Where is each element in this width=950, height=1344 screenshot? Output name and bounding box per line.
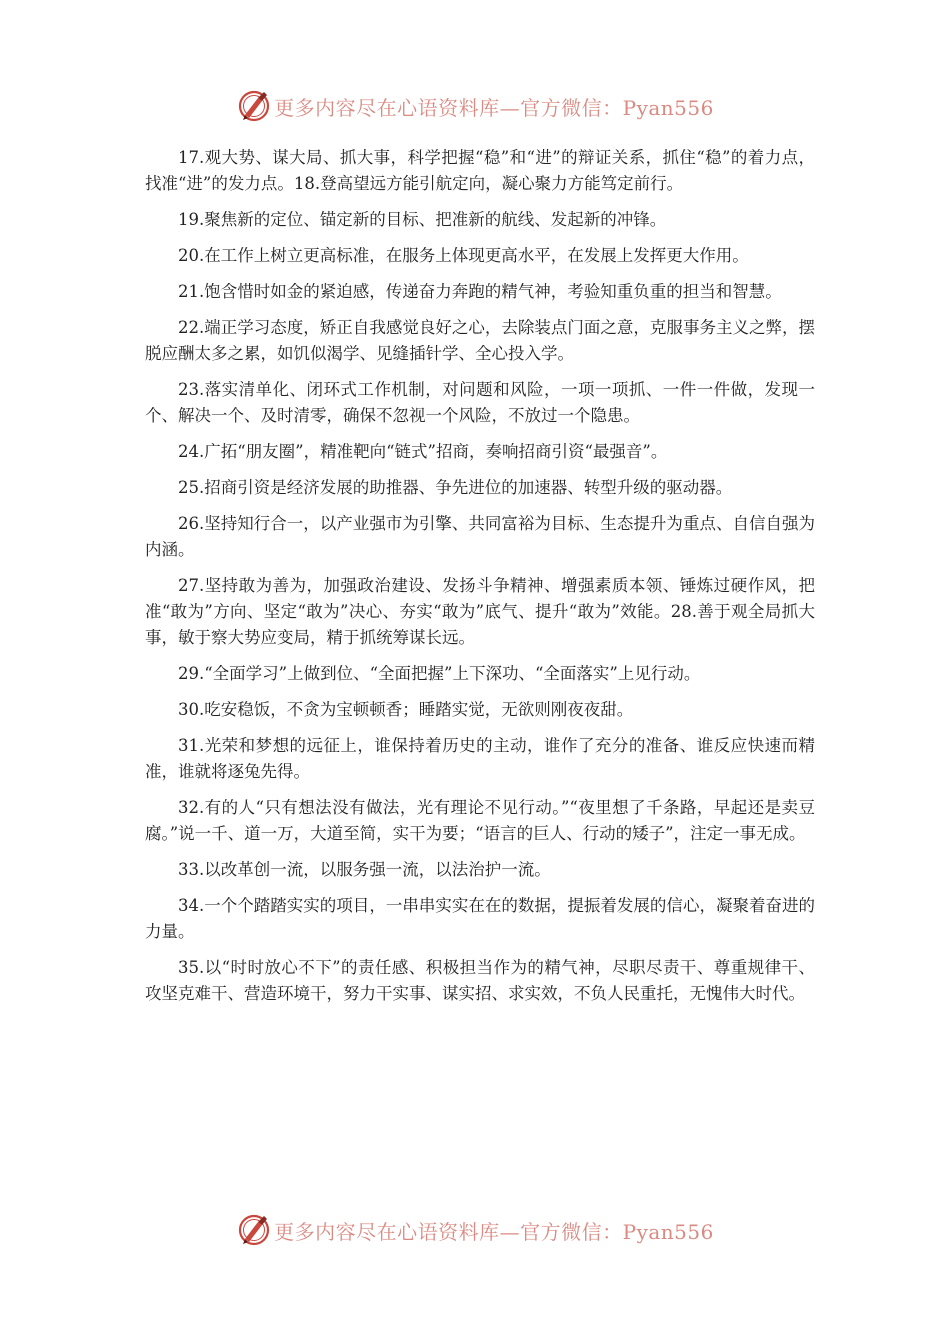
banner-link[interactable] — [236, 88, 714, 124]
paragraph-33: 33.以改革创一流，以服务强一流，以法治护一流。 — [178, 860, 551, 879]
footer-banner-link[interactable] — [236, 1212, 714, 1248]
paragraph-32: 32.有的人“只有想法没有做法，光有理论不见行动。”“夜里想了千条路，早起还是卖豆腐。”说一千、道一万，大道至简，实干为要；“语言的巨人、行动的矮子”，注定一事无成。 — [145, 798, 815, 843]
header-banner — [0, 84, 950, 128]
paragraph-30: 30.吃安稳饭，不贪为宝顿顿香；睡踏实觉，无欲则刚夜夜甜。 — [178, 700, 634, 719]
pen-seal-logo-icon — [236, 1212, 272, 1248]
footer-banner-text: 更多内容尽在心语资料库—官方微信：Pyan556 — [274, 1219, 714, 1244]
paragraph-31: 31.光荣和梦想的远征上，谁保持着历史的主动，谁作了充分的准备、谁反应快速而精准，谁就将逐兔先得。 — [145, 736, 815, 781]
pen-seal-logo-icon — [236, 88, 272, 124]
paragraph-24: 24.广拓“朋友圈”，精准靶向“链式”招商，奏响招商引资“最强音”。 — [178, 442, 668, 461]
banner-text: 更多内容尽在心语资料库—官方微信：Pyan556 — [274, 95, 714, 120]
footer-banner — [0, 1208, 950, 1252]
paragraph-26: 26.坚持知行合一，以产业强市为引擎、共同富裕为目标、生态提升为重点、自信自强为内涵。 — [145, 514, 815, 559]
paragraph-25: 25.招商引资是经济发展的助推器、争先进位的加速器、转型升级的驱动器。 — [178, 478, 733, 497]
paragraph-22: 22.端正学习态度，矫正自我感觉良好之心，去除装点门面之意，克服事务主义之弊，摆脱应酬太多之累，如饥似渴学、见缝插针学、全心投入学。 — [145, 318, 815, 363]
paragraph-29: 29.“全面学习”上做到位、“全面把握”上下深功、“全面落实”上见行动。 — [178, 664, 701, 683]
paragraph-21: 21.饱含惜时如金的紧迫感，传递奋力奔跑的精气神，考验知重负重的担当和智慧。 — [178, 282, 782, 301]
paragraph-23: 23.落实清单化、闭环式工作机制，对问题和风险，一项一项抓、一件一件做，发现一个、解决一个、及时清零，确保不忽视一个风险，不放过一个隐患。 — [145, 380, 815, 425]
paragraph-34: 34.一个个踏踏实实的项目，一串串实实在在的数据，提振着发展的信心，凝聚着奋进的力量。 — [145, 896, 815, 941]
paragraph-19: 19.聚焦新的定位、锚定新的目标、把准新的航线、发起新的冲锋。 — [178, 210, 667, 229]
paragraph-35: 35.以“时时放心不下”的责任感、积极担当作为的精气神，尽职尽责干、尊重规律干、攻坚克难干、营造环境干，努力干实事、谋实招、求实效，不负人民重托，无愧伟大时代。 — [145, 958, 815, 1003]
paragraph-27: 27.坚持敢为善为，加强政治建设、发扬斗争精神、增强素质本领、锤炼过硬作风，把准“敢为”方向、坚定“敢为”决心、夯实“敢为”底气、提升“敢为”效能。28.善于观全局抓大事，敏于察大势应变局，精于抓统筹谋长远。 — [145, 576, 815, 647]
paragraph-20: 20.在工作上树立更高标准，在服务上体现更高水平，在发展上发挥更大作用。 — [178, 246, 749, 265]
article-body — [145, 145, 815, 1017]
paragraph-17: 17.观大势、谋大局、抓大事，科学把握“稳”和“进”的辩证关系，抓住“稳”的着力点，找准“进”的发力点。18.登高望远方能引航定向，凝心聚力方能笃定前行。 — [145, 148, 815, 193]
